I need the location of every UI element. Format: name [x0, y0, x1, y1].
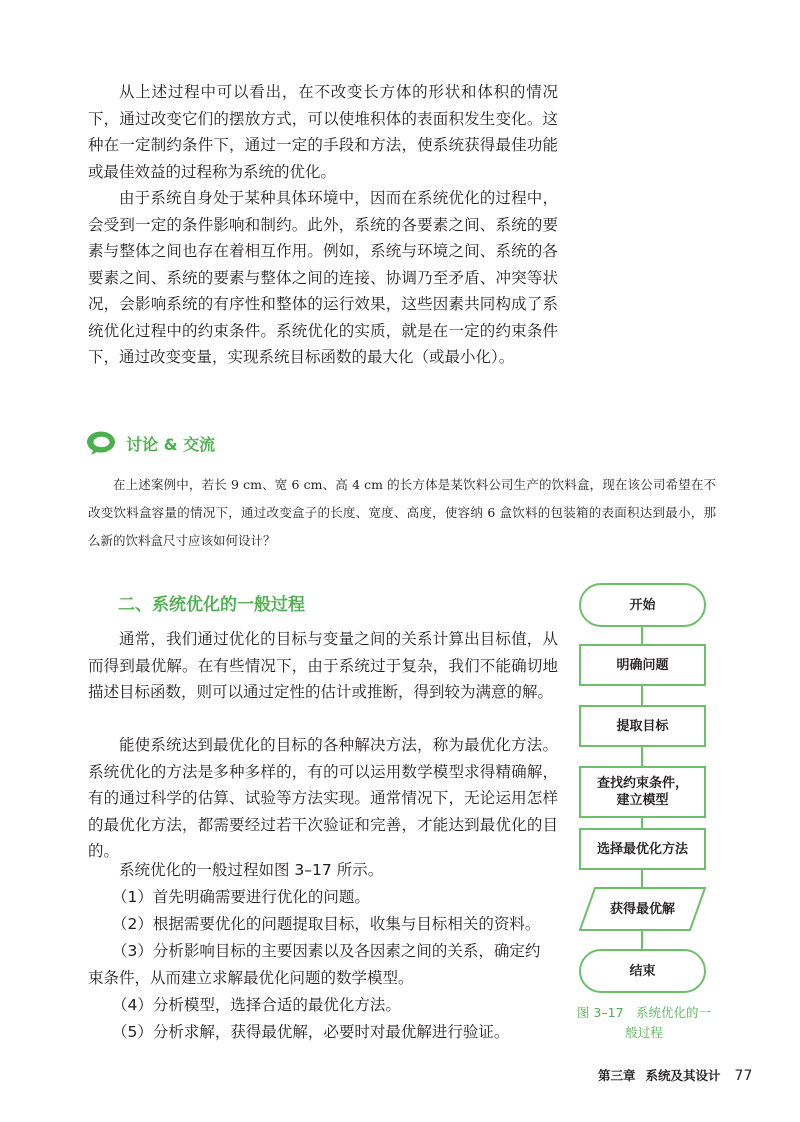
paragraph-3: 通常，我们通过优化的目标与变量之间的关系计算出目标值，从而得到最优解。在有些情况下，由于系统过于复杂，我们不能确切地描述目标函数，则可以通过定性的估计或推断，得到较为满意的解。	[88, 630, 558, 701]
flow-connector	[641, 931, 643, 949]
flow-connector	[641, 627, 643, 644]
flow-node-obtain-solution: 获得最优解	[579, 887, 706, 931]
step-3: （3）分析影响目标的主要因素以及各因素之间的关系，确定约	[112, 942, 541, 960]
discussion-header	[86, 428, 215, 458]
discussion-text: 在上述案例中，若长 9 cm、宽 6 cm、高 4 cm 的长方体是某饮料公司生产的饮料盒，现在该公司希望在不改变饮料盒容量的情况下，通过改变盒子的长度、宽度、高度，使容纳 6 盒饮料的包装箱的表面积达到最小，那么新的饮料盒尺寸应该如何设计？	[88, 477, 716, 548]
figure-caption: 图 3–17 系统优化的一 般过程	[576, 1005, 712, 1040]
step-1: （1）首先明确需要进行优化的问题。	[112, 888, 370, 906]
chapter-label: 第三章	[598, 1068, 636, 1083]
flow-connector	[641, 870, 643, 887]
page-footer	[598, 1066, 752, 1084]
paragraph-1: 从上述过程中可以看出，在不改变长方体的形状和体积的情况下，通过改变它们的摆放方式，可以使堆积体的表面积发生变化。这种在一定制约条件下，通过一定的手段和方法，使系统获得最佳功能或最佳效益的过程称为系统的优化。	[88, 83, 558, 181]
speech-bubble-icon	[86, 431, 116, 455]
discussion-title: 讨论 & 交流	[126, 434, 216, 454]
step-5: （5）分析求解，获得最优解，必要时对最优解进行验证。	[112, 1023, 510, 1041]
step-2: （2）根据需要优化的问题提取目标，收集与目标相关的资料。	[112, 915, 541, 933]
flow-connector	[641, 818, 643, 828]
flow-connector	[641, 747, 643, 766]
paragraph-4: 能使系统达到最优化的目标的各种解决方法，称为最优化方法。系统优化的方法是多种多样的，有的可以运用数学模型求得精确解，有的通过科学的估算、试验等方法实现。通常情况下，无论运用怎样的最优化方法，都需要经过若干次验证和完善，才能达到最优化的目的。	[88, 736, 558, 860]
paragraph-5: 系统优化的一般过程如图 3–17 所示。	[119, 861, 384, 879]
paragraph-2: 由于系统自身处于某种具体环境中，因而在系统优化的过程中，会受到一定的条件影响和制约。此外，系统的各要素之间、系统的要素与整体之间也存在着相互作用。例如，系统与环境之间、系统的各要素之间、系统的要素与整体之间的连接、协调乃至矛盾、冲突等状况，会影响系统的有序性和整体的运行效果，这些因素共同构成了系统优化过程中的约束条件。系统优化的实质，就是在一定的约束条件下，通过改变变量，实现系统目标函数的最大化（或最小化）。	[88, 189, 558, 366]
step-4: （4）分析模型，选择合适的最优化方法。	[112, 996, 401, 1014]
flow-node-extract-goal: 提取目标	[579, 705, 706, 747]
flow-node-find-constraints: 查找约束条件， 建立模型	[579, 766, 706, 818]
flow-node-end: 结束	[579, 949, 706, 993]
page-number: 77	[734, 1068, 753, 1084]
section-title: 二、系统优化的一般过程	[118, 595, 305, 615]
step-3-continued: 束条件，从而建立求解最优化问题的数学模型。	[88, 969, 414, 987]
flow-node-identify-problem: 明确问题	[579, 644, 706, 686]
chapter-title: 系统及其设计	[645, 1068, 721, 1083]
flow-connector	[641, 686, 643, 705]
flow-node-start: 开始	[579, 583, 706, 627]
flow-node-choose-method: 选择最优化方法	[579, 828, 706, 870]
